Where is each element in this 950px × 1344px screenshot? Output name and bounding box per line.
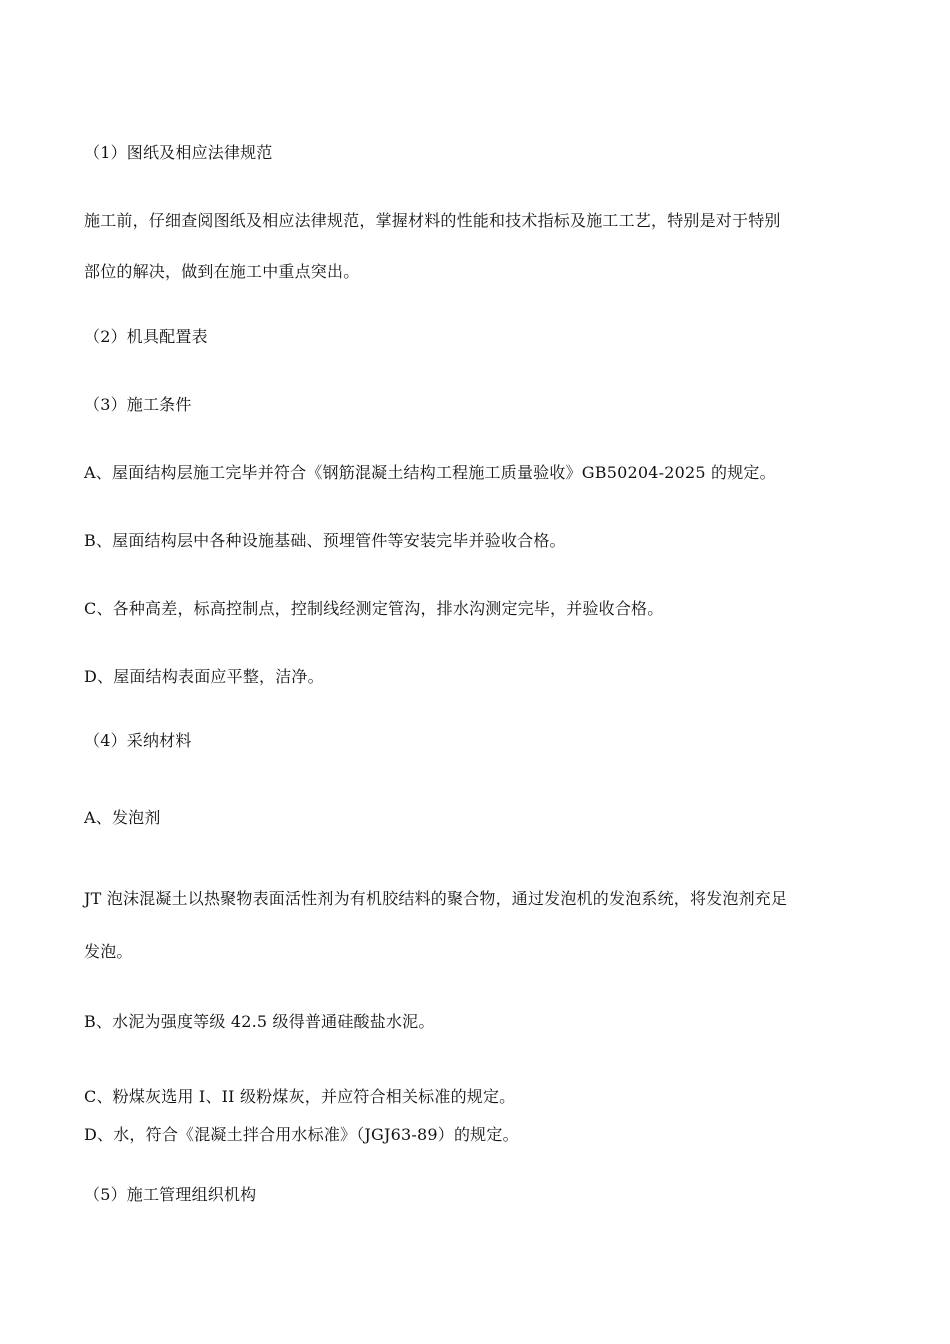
list-item: C、粉煤灰选用 I、II 级粉煤灰，并应符合相关标准的规定。 bbox=[84, 1087, 516, 1106]
paragraph-line: 发泡。 bbox=[84, 942, 133, 961]
list-item: B、屋面结构层中各种设施基础、预埋管件等安装完毕并验收合格。 bbox=[84, 531, 566, 550]
heading-construction-conditions: （3）施工条件 bbox=[84, 395, 192, 414]
paragraph-line: JT 泡沫混凝土以热聚物表面活性剂为有机胶结料的聚合物，通过发泡机的发泡系统，将发泡剂充足 bbox=[84, 889, 788, 908]
list-item: A、发泡剂 bbox=[84, 808, 161, 827]
paragraph-line: 部位的解决，做到在施工中重点突出。 bbox=[84, 262, 360, 281]
heading-materials: （4）采纳材料 bbox=[84, 731, 192, 750]
heading-management-organization: （5）施工管理组织机构 bbox=[84, 1185, 257, 1204]
list-item: B、水泥为强度等级 42.5 级得普通硅酸盐水泥。 bbox=[84, 1012, 435, 1031]
paragraph-line: 施工前，仔细查阅图纸及相应法律规范，掌握材料的性能和技术指标及施工工艺，特别是对于特别 bbox=[84, 211, 781, 230]
list-item: A、屋面结构层施工完毕并符合《钢筋混凝土结构工程施工质量验收》GB50204-2025 的规定。 bbox=[84, 463, 776, 482]
heading-drawings-regulations: （1）图纸及相应法律规范 bbox=[84, 143, 273, 162]
list-item: D、屋面结构表面应平整，洁净。 bbox=[84, 667, 324, 686]
list-item: C、各种高差，标高控制点，控制线经测定管沟，排水沟测定完毕，并验收合格。 bbox=[84, 599, 664, 618]
heading-equipment-table: （2）机具配置表 bbox=[84, 327, 208, 346]
list-item: D、水，符合《混凝土拌合用水标准》（JGJ63-89）的规定。 bbox=[84, 1125, 519, 1144]
